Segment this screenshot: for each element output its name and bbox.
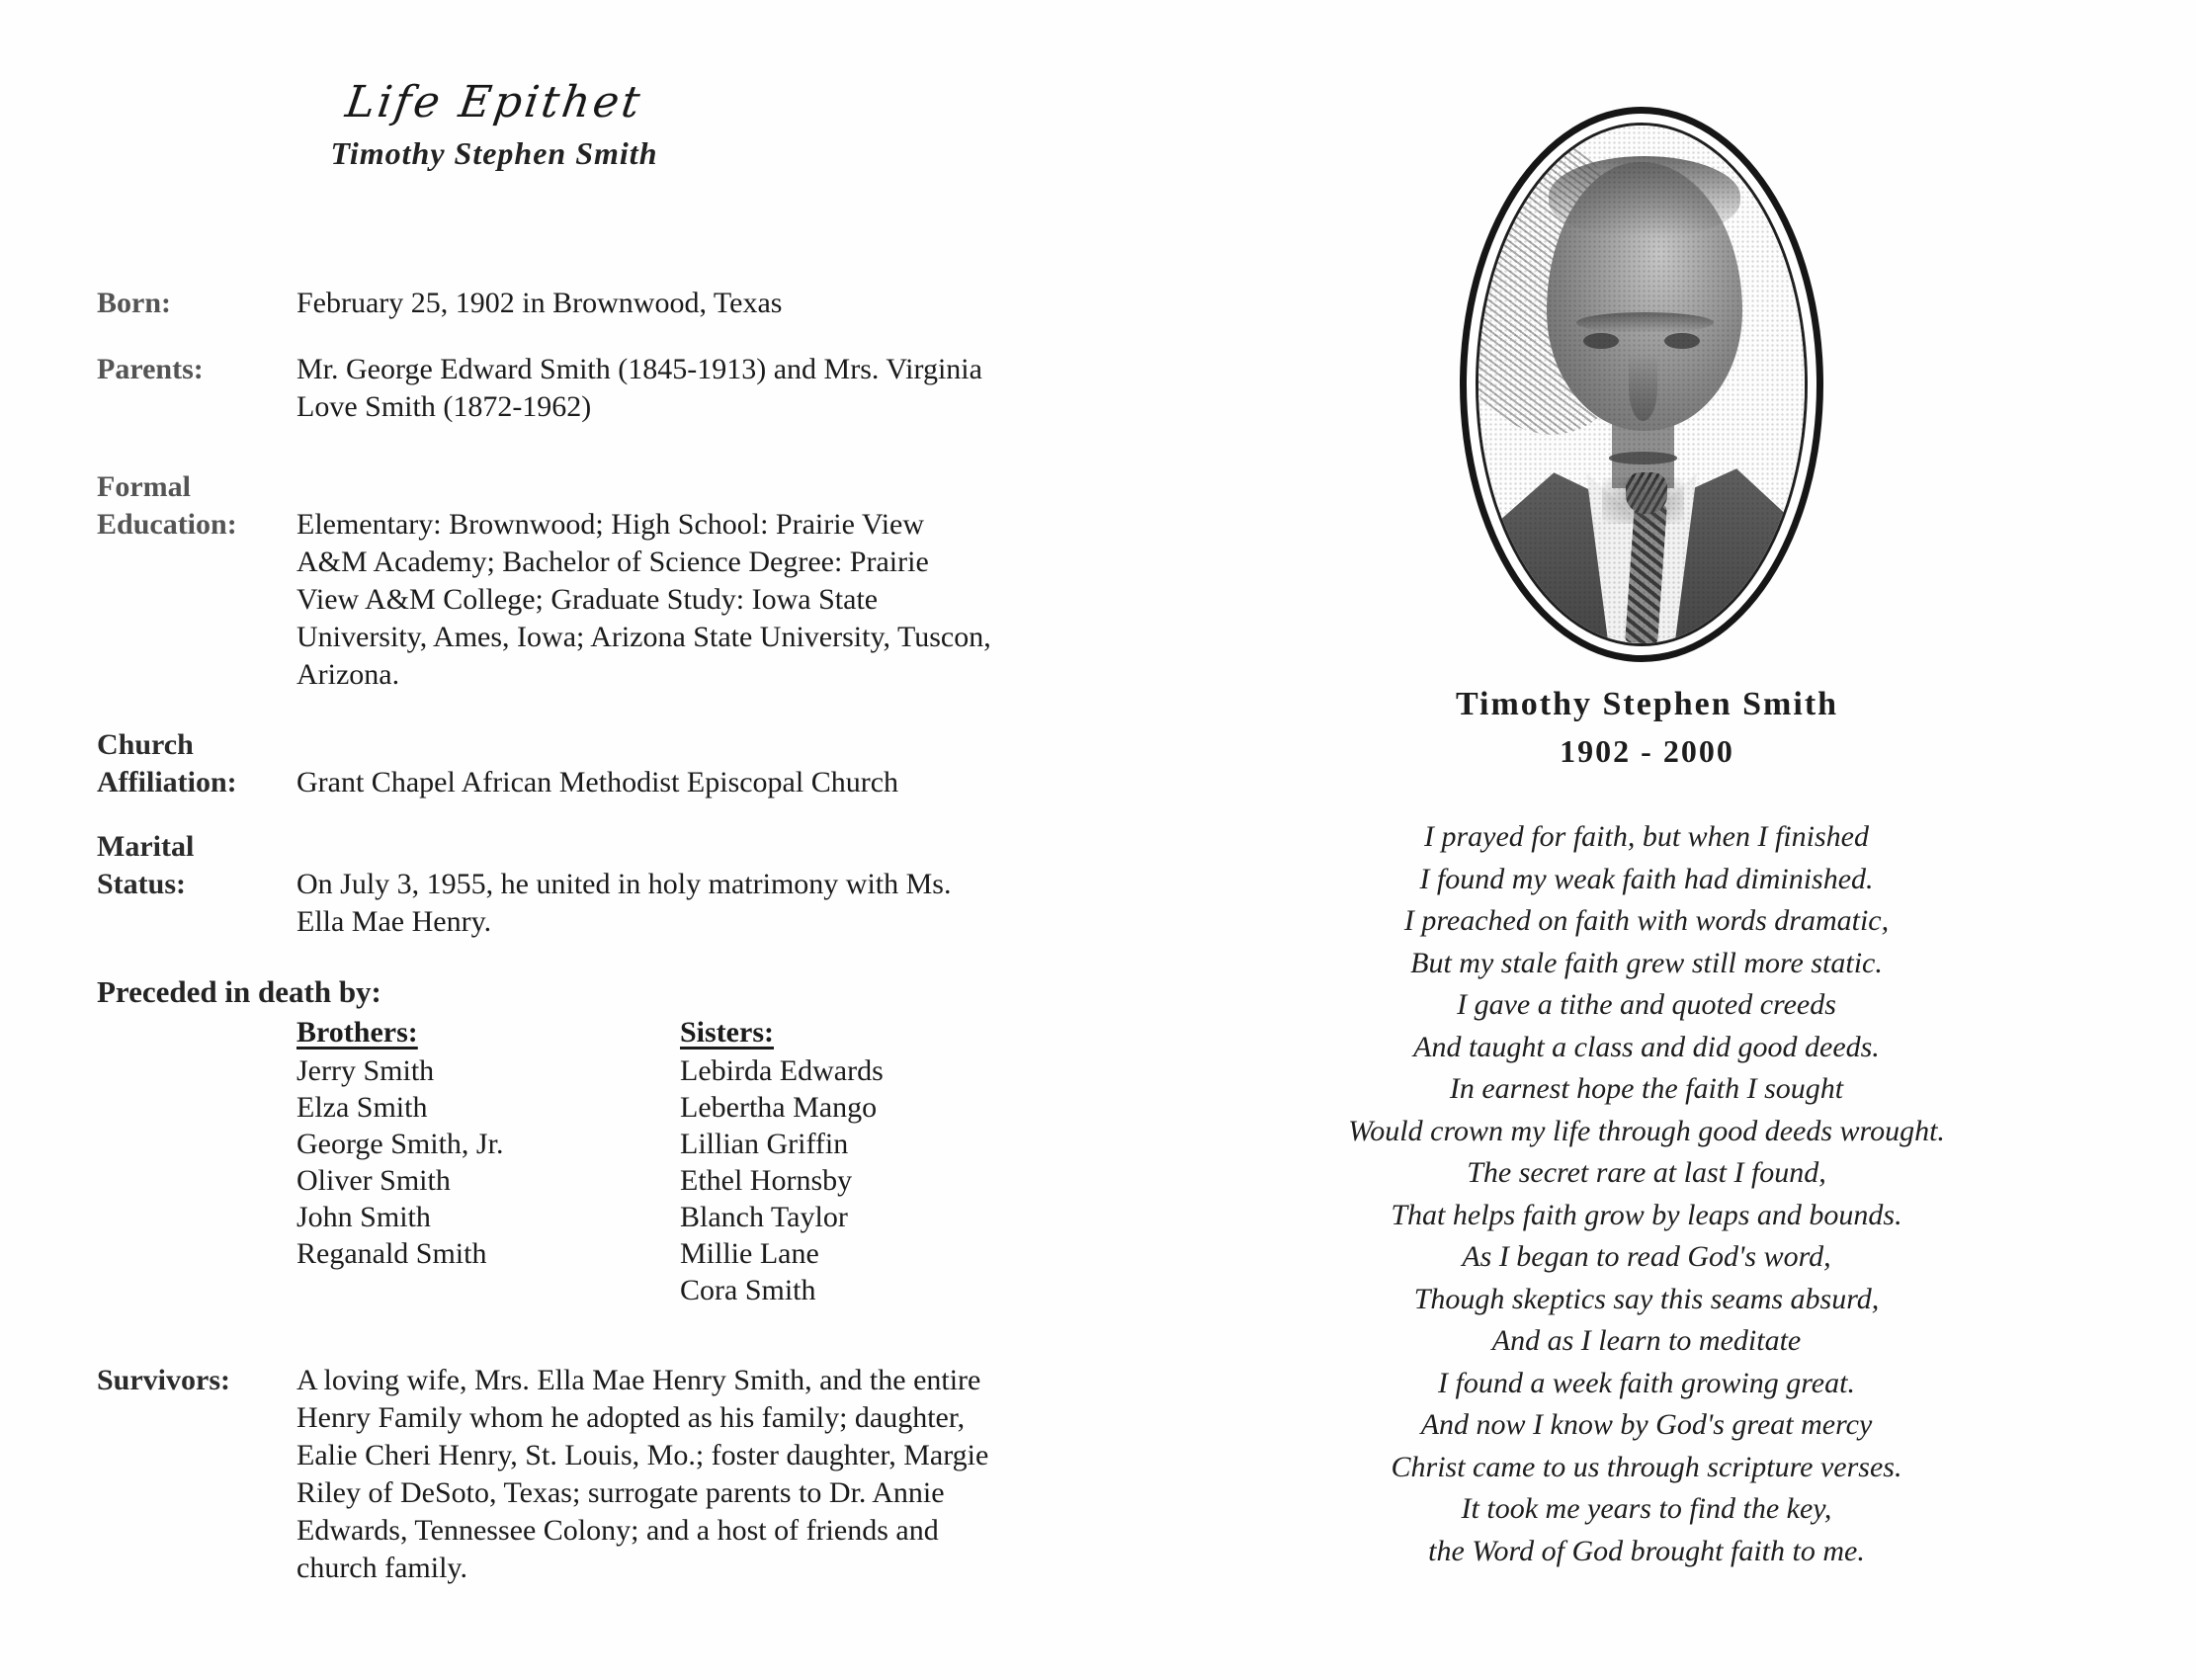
list-item: And taught a class and did good deeds. [1413,1030,1880,1063]
preceded-label: Preceded in death by: [97,974,381,1009]
survivors-label: Survivors: [97,1364,230,1396]
portrait-suit-shoulders [1476,457,1808,646]
script-title: Life Epithet [342,77,646,127]
page-right [1098,0,2196,1680]
list-item: And as I learn to meditate [1491,1324,1802,1357]
list-item: As I began to read God's word, [1462,1240,1831,1273]
parents-value: Mr. George Edward Smith (1845-1913) and Mrs. Virginia Love Smith (1872-1962) [296,353,982,423]
marital-value: On July 3, 1955, he united in holy matrimony with Ms. Ella Mae Henry. [296,868,952,938]
memorial-person-name: Timothy Stephen Smith [1455,686,1839,722]
portrait-neck [1612,394,1674,487]
list-item: Elza Smith [296,1091,428,1124]
memorial-name-block [1098,686,2196,770]
church-label [97,726,296,801]
church-value: Grant Chapel African Methodist Episcopal Church [296,766,899,798]
list-item: George Smith, Jr. [296,1128,504,1160]
brothers-column [296,1014,680,1308]
document-header [0,77,988,172]
list-item: Though skeptics say this seams absurd, [1413,1282,1880,1315]
list-item: Lebirda Edwards [680,1054,884,1087]
portrait-brow [1576,312,1714,333]
portrait-nose [1629,354,1658,421]
parents-label: Parents: [97,353,204,385]
list-item: In earnest hope the faith I sought [1449,1072,1844,1105]
list-item: The secret rare at last I found, [1467,1156,1826,1189]
portrait-background-hatch [1476,123,1667,452]
siblings-indent-spacer [97,1014,296,1308]
list-item: Would crown my life through good deeds wrought. [1348,1114,1945,1147]
education-value: Elementary: Brownwood; High School: Prairie View A&M Academy; Bachelor of Science Degree: Prairie View A&M College; Graduate Study: Iowa State University, Ames, Iowa; Arizona State University, Tuscon, Arizona. [296,508,991,691]
church-label-line2: Affiliation: [97,766,237,798]
field-survivors [97,1362,1016,1587]
biography-section [97,285,1016,1587]
list-item: the Word of God brought faith to me. [1428,1534,1865,1567]
sisters-list [680,1052,994,1308]
marital-label-line1: Marital [97,830,195,863]
list-item: John Smith [296,1201,431,1233]
born-label: Born: [97,287,171,319]
portrait-left-eye [1583,333,1619,350]
brothers-header: Brothers: [296,1016,418,1049]
list-item: Reganald Smith [296,1237,487,1270]
portrait-tie [1626,503,1668,644]
sisters-column [680,1014,994,1308]
church-label-line1: Church [97,728,194,761]
list-item: But my stale faith grew still more static. [1410,946,1883,979]
list-item: Millie Lane [680,1237,819,1270]
field-education [97,468,1016,694]
memorial-poem [1236,816,2057,1572]
list-item: I gave a tithe and quoted creeds [1457,988,1836,1021]
list-item: Blanch Taylor [680,1201,848,1233]
portrait-head [1547,162,1742,431]
memorial-life-dates: 1902 - 2000 [1560,733,1734,769]
survivors-value: A loving wife, Mrs. Ella Mae Henry Smith, and the entire Henry Family whom he adopted as his family; daughter, Ealie Cheri Henry, St. Louis, Mo.; foster daughter, Margie Riley of DeSoto, Texas; surrogate parents to Dr. Annie Edwards, Tennessee Colony; and a host of friends and church family. [296,1364,989,1584]
marital-label [97,828,296,941]
portrait-shirt-collar [1586,472,1697,643]
brothers-list [296,1052,680,1272]
portrait-tie-knot [1626,472,1668,514]
portrait-photo [1478,126,1805,643]
list-item: Ethel Hornsby [680,1164,853,1197]
list-item: I prayed for faith, but when I finished [1424,820,1869,853]
list-item: Lillian Griffin [680,1128,849,1160]
field-born [97,285,1016,322]
list-item: Lebertha Mango [680,1091,878,1124]
oval-portrait-frame [1460,107,1823,662]
list-item: Christ came to us through scripture verses. [1391,1450,1902,1483]
siblings-lists [97,1014,1016,1308]
born-value: February 25, 1902 in Brownwood, Texas [296,287,783,319]
list-item: I found my weak faith had diminished. [1419,862,1874,895]
list-item: Jerry Smith [296,1054,435,1087]
oval-portrait-inner-ring [1476,123,1808,646]
portrait-right-eye [1664,333,1700,350]
person-name-title: Timothy Stephen Smith [330,135,658,171]
list-item: That helps faith grow by leaps and bounds. [1391,1198,1902,1231]
list-item: Cora Smith [680,1274,816,1306]
preceded-in-death-section [97,973,1016,1308]
sisters-header: Sisters: [680,1016,774,1049]
list-item: It took me years to find the key, [1461,1492,1832,1525]
field-parents [97,351,1016,426]
field-church-affiliation [97,726,1016,801]
education-label-line1: Formal [97,470,191,503]
marital-label-line2: Status: [97,868,187,900]
list-item: I found a week faith growing great. [1438,1366,1855,1399]
list-item: I preached on faith with words dramatic, [1403,904,1890,937]
list-item: Oliver Smith [296,1164,451,1197]
portrait-chin-shading [1602,477,1684,524]
list-item: And now I know by God's great mercy [1420,1408,1873,1441]
education-label-line2: Education: [97,508,237,541]
education-label [97,468,296,694]
field-marital-status [97,828,1016,941]
portrait-mouth [1609,452,1677,464]
